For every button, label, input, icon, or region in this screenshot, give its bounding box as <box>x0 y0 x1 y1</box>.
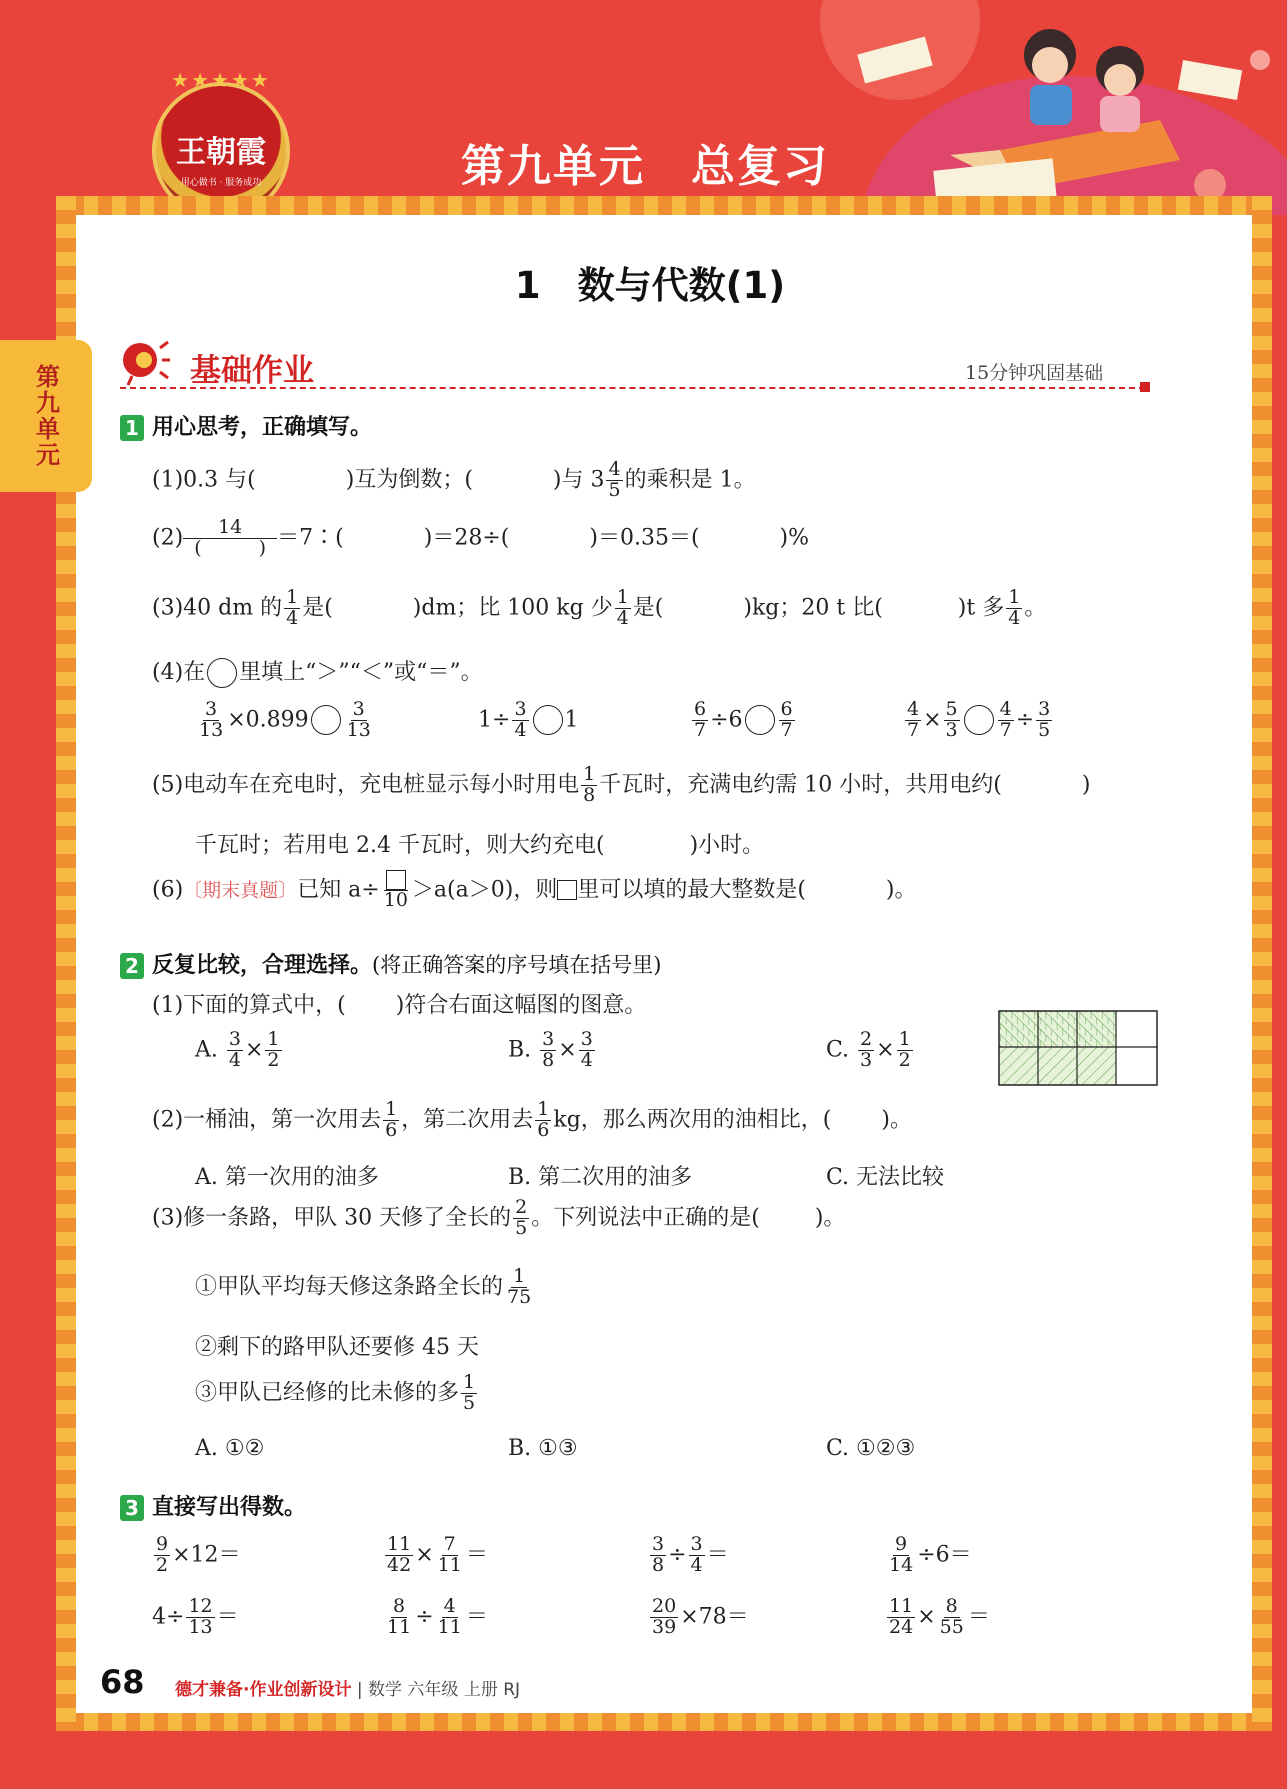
expression-tail: ＝ <box>465 1604 488 1630</box>
q1-p4-text-a: (4)在 <box>152 660 206 685</box>
fraction <box>436 1597 464 1638</box>
q1-p4-item4 <box>903 700 1054 741</box>
statement-text: ③甲队已经修的比未修的多 <box>195 1380 460 1406</box>
logo-name: 王朝霞 <box>176 134 266 170</box>
denominator: 75 <box>507 1285 532 1308</box>
numerator: 5 <box>945 698 958 720</box>
q1-p5-text-e: )小时。 <box>689 833 765 858</box>
q3-r2-c4 <box>885 1597 990 1638</box>
expression-tail: ＝ <box>465 1542 488 1568</box>
numerator: 1 <box>583 763 596 785</box>
q1-heading <box>120 410 372 441</box>
fraction <box>197 700 225 741</box>
numerator: 1 <box>1008 586 1021 608</box>
q2-p1-text-b: )符合右面这幅图的图意。 <box>395 993 647 1018</box>
q2-p3-option-b[interactable]: B. ①③ <box>508 1436 578 1461</box>
footer-separator: | <box>356 1680 363 1700</box>
q1-p3-fraction2 <box>615 588 631 629</box>
denominator: 13 <box>199 718 224 741</box>
fraction <box>938 1597 966 1638</box>
numerator: 4 <box>608 458 621 480</box>
numerator: 1 <box>463 1371 476 1393</box>
numerator: 4 <box>443 1595 456 1617</box>
q1-p2-text-b: ＝7∶( <box>277 525 344 551</box>
q1-part1 <box>152 460 756 501</box>
denominator: 24 <box>889 1615 914 1638</box>
fraction <box>436 1535 464 1576</box>
denominator-blank[interactable]: ( ) <box>194 536 267 559</box>
denominator: 7 <box>780 718 793 741</box>
q2-title: 反复比较，合理选择。 <box>152 953 373 978</box>
numerator: 11 <box>387 1533 412 1555</box>
section-note: 15分钟巩固基础 <box>965 362 1104 384</box>
denominator: 14 <box>889 1553 914 1576</box>
q3-title: 直接写出得数。 <box>152 1495 307 1520</box>
denominator: 5 <box>515 1216 528 1239</box>
footer-info <box>175 1675 520 1700</box>
q1-p3-text-a: (3)40 dm 的 <box>152 595 283 621</box>
q3-r1-c3 <box>648 1535 729 1576</box>
q1-p6-text-a: (6) <box>152 877 184 903</box>
numerator: 1 <box>898 1028 911 1050</box>
q2-part3 <box>152 1198 845 1239</box>
denominator: 4 <box>228 1048 241 1071</box>
fraction <box>650 1535 666 1576</box>
q3-r2-c3 <box>648 1597 749 1638</box>
fraction <box>579 1030 595 1071</box>
numerator: 9 <box>156 1533 169 1555</box>
denominator: 13 <box>346 718 371 741</box>
footer-brand: 德才兼备·作业创新设计 <box>175 1680 352 1700</box>
lesson-title: 1 数与代数(1) <box>514 264 786 307</box>
q1-part5-line2 <box>195 828 764 859</box>
q1-p2-fraction <box>185 518 275 559</box>
megaphone-icon <box>120 338 170 386</box>
numerator: 9 <box>895 1533 908 1555</box>
operator: × <box>917 1604 936 1630</box>
q3-r1-c4 <box>885 1535 972 1576</box>
q3-r1-c2 <box>383 1535 488 1576</box>
fraction <box>905 700 921 741</box>
numerator: 4 <box>907 698 920 720</box>
denominator: 7 <box>694 718 707 741</box>
section-divider <box>120 387 1145 389</box>
q1-part6 <box>152 870 917 911</box>
denominator: 2 <box>267 1048 280 1071</box>
fraction <box>887 1535 915 1576</box>
q2-p3-option-a[interactable]: A. ①② <box>195 1436 265 1461</box>
fraction <box>227 1030 243 1071</box>
denominator: 6 <box>385 1118 398 1141</box>
q1-p6-text-b: 已知 a÷ <box>297 877 380 903</box>
unit-title: 第九单元 总复习 <box>461 141 829 192</box>
fraction <box>385 1597 413 1638</box>
fraction <box>382 870 410 911</box>
frame-right <box>1252 196 1272 1731</box>
q1-p5-text-d: 千瓦时；若用电 2.4 千瓦时，则大约充电( <box>195 833 605 858</box>
numerator: 7 <box>443 1533 456 1555</box>
numerator: 6 <box>694 698 707 720</box>
operator: 1÷ <box>478 707 511 733</box>
operator: × <box>923 707 942 733</box>
q2-p3-text-c: )。 <box>814 1205 846 1231</box>
compare-circle[interactable] <box>311 705 341 735</box>
denominator: 13 <box>188 1615 213 1638</box>
option-letter: B. <box>508 1037 532 1063</box>
q1-p5-text-c: ) <box>1081 772 1091 798</box>
square-blank-icon <box>386 870 406 890</box>
q2-part2 <box>152 1100 912 1141</box>
fraction <box>692 700 708 741</box>
numerator: 14 <box>183 518 277 539</box>
q1-p4-text-b: 里填上“＞”“＜”或“＝”。 <box>239 660 483 685</box>
q1-p4-circle-sample <box>207 658 237 688</box>
logo-stars: ★★★★★ <box>171 68 271 92</box>
operator: ÷6 <box>710 707 743 733</box>
fraction <box>944 700 960 741</box>
q1-part3 <box>152 588 1046 629</box>
q2-p1-text-a: (1)下面的算式中，( <box>152 993 346 1018</box>
q1-p2-text-c: )＝28÷( <box>423 525 510 551</box>
q1-p3-text-b: 是( <box>302 595 333 621</box>
shaded-grid-figure <box>998 1010 1158 1086</box>
frame-bottom <box>56 1713 1272 1731</box>
q2-p2-option-b[interactable]: B. 第二次用的油多 <box>508 1165 693 1190</box>
q2-p2-text-d: )。 <box>881 1107 912 1133</box>
denominator: 39 <box>652 1615 677 1638</box>
denominator: 2 <box>898 1048 911 1071</box>
fraction <box>650 1597 678 1638</box>
expression-tail: ＝ <box>216 1604 239 1630</box>
denominator: 8 <box>583 783 596 806</box>
compare-circle[interactable] <box>964 705 994 735</box>
numerator: 3 <box>514 698 527 720</box>
fraction <box>540 1030 556 1071</box>
denominator: 7 <box>999 718 1012 741</box>
numerator: 3 <box>690 1533 703 1555</box>
numerator: 3 <box>652 1533 665 1555</box>
operator: ÷ <box>668 1542 687 1568</box>
denominator: 4 <box>690 1553 703 1576</box>
q1-p6-text-e: )。 <box>885 877 917 903</box>
denominator: 3 <box>860 1048 873 1071</box>
numerator: 3 <box>580 1028 593 1050</box>
q2-p2-option-a[interactable]: A. 第一次用的油多 <box>195 1165 379 1190</box>
fraction <box>385 1535 413 1576</box>
denominator: 55 <box>939 1615 964 1638</box>
expression-tail: ÷6＝ <box>917 1542 972 1568</box>
compare-circle[interactable] <box>745 705 775 735</box>
denominator: 42 <box>387 1553 412 1576</box>
operator: ÷ <box>1015 707 1035 733</box>
q1-p5-text-b: 千瓦时，充满电约需 10 小时，共用电约( <box>599 772 1002 798</box>
numerator: 3 <box>228 1028 241 1050</box>
operand: 1 <box>564 707 579 733</box>
q1-p1-text-b: )互为倒数；( <box>345 467 473 493</box>
numerator: 8 <box>945 1595 958 1617</box>
q1-p5-text-a: (5)电动车在充电时，充电桩显示每小时用电 <box>152 772 580 798</box>
q2-part1 <box>152 988 646 1019</box>
q1-p4-item1 <box>195 700 375 741</box>
denominator: 5 <box>608 478 621 501</box>
numerator: 3 <box>1038 698 1051 720</box>
q1-p1-text-a: (1)0.3 与( <box>152 467 256 493</box>
operator: × <box>876 1037 895 1063</box>
q1-p3-fraction1 <box>284 588 300 629</box>
logo-slogan: 用心做书 · 服务成功 <box>180 177 262 188</box>
q1-p2-text-a: (2) <box>152 525 184 551</box>
fraction <box>858 1030 874 1071</box>
fraction <box>154 1535 170 1576</box>
q1-p1-fraction <box>606 460 622 501</box>
q1-p3-text-g: 。 <box>1024 595 1047 621</box>
expression-tail: ×78＝ <box>680 1604 749 1630</box>
denominator: 11 <box>387 1615 412 1638</box>
q3-number: 3 <box>120 1495 144 1521</box>
q2-p1-option-b[interactable] <box>508 1030 597 1071</box>
numerator: 3 <box>352 698 365 720</box>
operator: 4÷ <box>152 1604 185 1630</box>
numerator: 1 <box>286 586 299 608</box>
numerator: 1 <box>616 586 629 608</box>
q1-p2-text-e: )% <box>779 525 810 551</box>
q1-p4-item3 <box>690 700 797 741</box>
q2-p3-text-b: 。下列说法中正确的是( <box>531 1205 760 1231</box>
q2-p3-statement1 <box>195 1267 535 1308</box>
q1-part4 <box>152 655 483 688</box>
denominator: 6 <box>537 1118 550 1141</box>
fraction <box>581 765 597 806</box>
q2-p3-statement2: ②剩下的路甲队还要修 45 天 <box>195 1335 479 1360</box>
q3-r1-c1 <box>152 1535 241 1576</box>
q2-p1-option-c[interactable] <box>826 1030 915 1071</box>
expression-tail: ＝ <box>706 1542 729 1568</box>
numerator: 6 <box>780 698 793 720</box>
numerator: 12 <box>188 1595 213 1617</box>
denominator: 5 <box>1038 718 1051 741</box>
denominator: 11 <box>437 1615 462 1638</box>
expression-tail: ＝ <box>967 1604 990 1630</box>
q2-p1-option-a[interactable] <box>195 1030 284 1071</box>
numerator: 20 <box>652 1595 677 1617</box>
q2-p3-option-c[interactable]: C. ①②③ <box>826 1436 916 1461</box>
square-blank-icon <box>557 880 577 900</box>
fraction <box>887 1597 915 1638</box>
operator: × <box>415 1542 434 1568</box>
q1-p2-text-d: )＝0.35＝( <box>589 525 700 551</box>
q1-p3-fraction3 <box>1006 588 1022 629</box>
fraction <box>779 700 795 741</box>
q2-note: (将正确答案的序号填在括号里) <box>372 953 662 977</box>
denominator: 8 <box>542 1048 555 1071</box>
square-numerator <box>384 870 408 891</box>
numerator: 2 <box>860 1028 873 1050</box>
fraction <box>689 1535 705 1576</box>
fraction <box>1036 700 1052 741</box>
fraction <box>513 1198 529 1239</box>
q2-p2-text-b: ，第二次用去 <box>401 1107 534 1133</box>
q1-p1-text-d: 的乘积是 1。 <box>624 467 756 493</box>
fraction <box>998 700 1014 741</box>
numerator: 1 <box>537 1098 550 1120</box>
q1-part2 <box>152 518 809 559</box>
denominator: 11 <box>437 1553 462 1576</box>
q2-p2-text-c: kg，那么两次用的油相比，( <box>553 1107 832 1133</box>
q3-r2-c1 <box>152 1597 239 1638</box>
expression-tail: ×12＝ <box>172 1542 241 1568</box>
q1-number: 1 <box>120 415 144 441</box>
exam-tag: 〔期末真题〕 <box>183 879 298 902</box>
fraction <box>535 1100 551 1141</box>
q1-p3-text-f: )t 多 <box>957 595 1005 621</box>
q1-part5 <box>152 765 1090 806</box>
statement-text: ①甲队平均每天修这条路全长的 <box>195 1274 504 1300</box>
q2-p3-statement3 <box>195 1373 479 1414</box>
fraction <box>897 1030 913 1071</box>
q2-p2-option-c[interactable]: C. 无法比较 <box>826 1165 945 1190</box>
section-divider-end <box>1140 382 1150 392</box>
fraction <box>345 700 373 741</box>
q1-p1-text-c: )与 3 <box>552 467 605 493</box>
denominator: 4 <box>514 718 527 741</box>
operator: ×0.899 <box>227 707 309 733</box>
denominator: 5 <box>463 1391 476 1414</box>
fraction <box>186 1597 214 1638</box>
numerator: 1 <box>513 1265 526 1287</box>
numerator: 8 <box>393 1595 406 1617</box>
fraction <box>265 1030 281 1071</box>
operator: × <box>558 1037 577 1063</box>
q1-p6-text-c: ＞a(a＞0)，则 <box>411 877 558 903</box>
section-label: 基础作业 <box>190 353 314 389</box>
page-number: 68 <box>100 1663 145 1701</box>
numerator: 4 <box>999 698 1012 720</box>
numerator: 2 <box>515 1196 528 1218</box>
fraction <box>461 1373 477 1414</box>
fraction <box>383 1100 399 1141</box>
q1-p3-text-d: 是( <box>632 595 664 621</box>
q1-title: 用心思考，正确填写。 <box>152 415 373 440</box>
footer-book-info: 数学 六年级 上册 RJ <box>368 1680 521 1700</box>
q2-p2-text-a: (2)一桶油，第一次用去 <box>152 1107 382 1133</box>
compare-circle[interactable] <box>533 705 563 735</box>
side-unit-label: 第九单元 <box>31 364 60 468</box>
numerator: 3 <box>542 1028 555 1050</box>
fraction <box>505 1267 533 1308</box>
numerator: 1 <box>385 1098 398 1120</box>
q2-heading <box>120 948 661 979</box>
q3-r2-c2 <box>383 1597 488 1638</box>
denominator: 2 <box>156 1553 169 1576</box>
numerator: 3 <box>205 698 218 720</box>
denominator: 3 <box>945 718 958 741</box>
denominator: 4 <box>580 1048 593 1071</box>
operator: × <box>244 1037 264 1063</box>
denominator: 4 <box>616 606 629 629</box>
fraction <box>512 700 528 741</box>
numerator: 1 <box>267 1028 280 1050</box>
q1-p4-item2 <box>478 700 579 741</box>
q2-p3-text-a: (3)修一条路，甲队 30 天修了全长的 <box>152 1205 512 1231</box>
numerator: 11 <box>889 1595 914 1617</box>
denominator: 4 <box>1008 606 1021 629</box>
q3-heading <box>120 1490 306 1521</box>
q1-p6-text-d: 里可以填的最大整数是( <box>577 877 806 903</box>
denominator: 4 <box>286 606 299 629</box>
option-letter: A. <box>195 1037 218 1063</box>
operator: ÷ <box>415 1604 434 1630</box>
q1-p3-text-e: )kg；20 t 比( <box>743 595 883 621</box>
denominator: 7 <box>907 718 920 741</box>
side-unit-tab <box>0 340 92 492</box>
q2-number: 2 <box>120 953 144 979</box>
denominator: 10 <box>383 889 408 911</box>
frame-top <box>56 196 1272 215</box>
q1-p3-text-c: )dm；比 100 kg 少 <box>412 595 613 621</box>
denominator: 8 <box>652 1553 665 1576</box>
option-letter: C. <box>826 1037 850 1063</box>
